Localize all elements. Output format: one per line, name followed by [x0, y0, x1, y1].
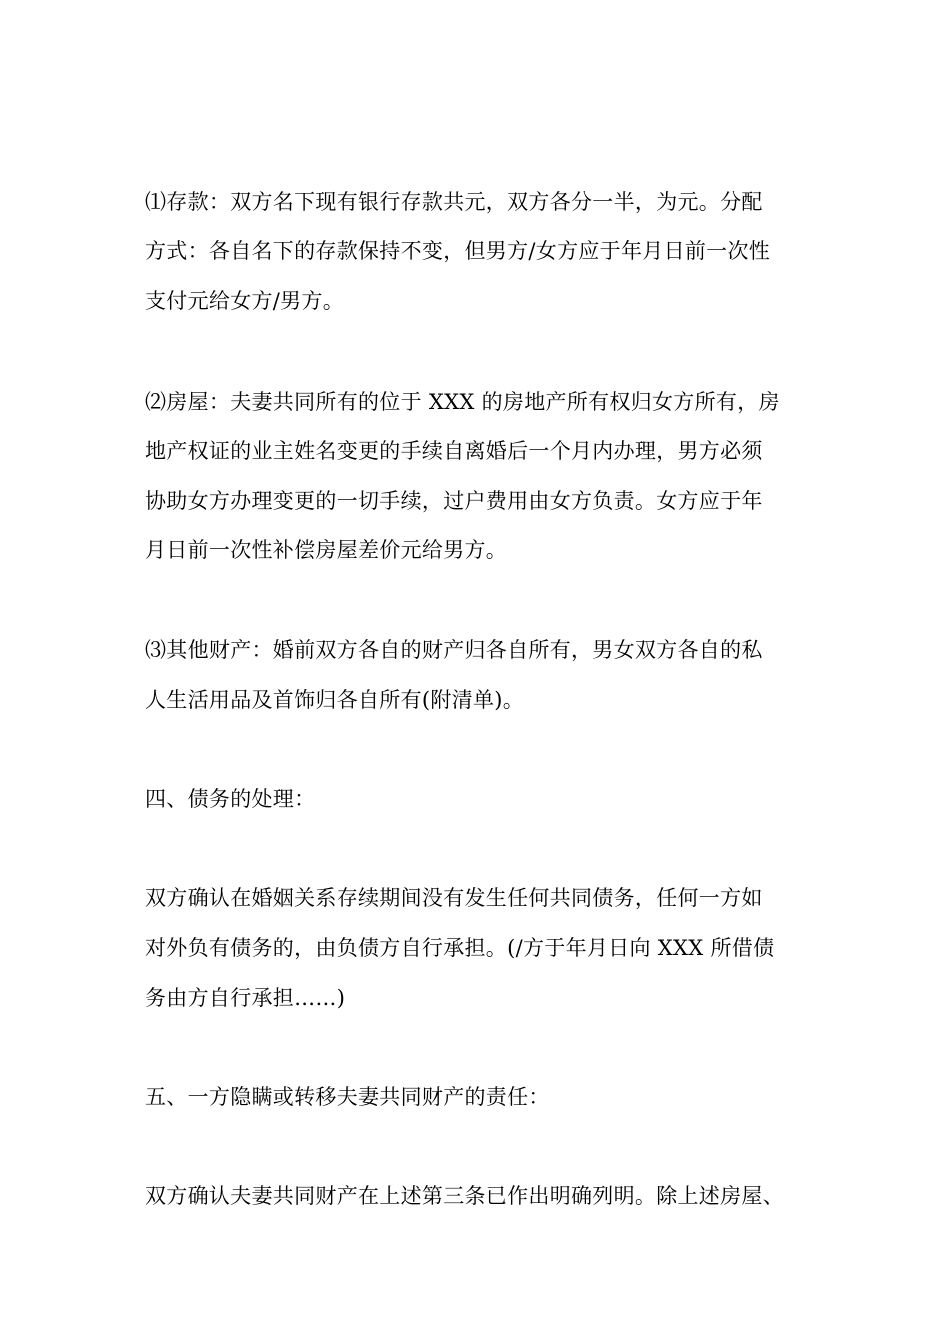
text-line: 对外负有债务的，由负债方自行承担。(/方于年月日向 XXX 所借债 — [145, 936, 775, 960]
text-line: 双方确认在婚姻关系存续期间没有发生任何共同债务，任何一方如 — [145, 886, 763, 910]
text-line: ⑵房屋：夫妻共同所有的位于 XXX 的房地产所有权归女方所有，房 — [145, 390, 780, 414]
heading-line: 五、一方隐瞒或转移夫妻共同财产的责任： — [145, 1085, 550, 1109]
heading-line: 四、债务的处理： — [145, 787, 316, 811]
text-line: ⑶其他财产：婚前双方各自的财产归各自所有，男女双方各自的私 — [145, 638, 763, 662]
text-line: 支付元给女方/男方。 — [145, 289, 345, 313]
text-line: 地产权证的业主姓名变更的手续自离婚后一个月内办理，男方必须 — [145, 439, 763, 463]
text-line: ⑴存款：双方名下现有银行存款共元，双方各分一半，为元。分配 — [145, 190, 763, 214]
text-line: 月日前一次性补偿房屋差价元给男方。 — [145, 538, 508, 562]
text-line: 务由方自行承担……) — [145, 986, 346, 1010]
text-line: 方式：各自名下的存款保持不变，但男方/女方应于年月日前一次性 — [145, 239, 771, 263]
text-line: 人生活用品及首饰归各自所有(附清单)。 — [145, 688, 525, 712]
text-line: 双方确认夫妻共同财产在上述第三条已作出明确列明。除上述房屋、 — [145, 1184, 784, 1208]
text-line: 协助女方办理变更的一切手续，过户费用由女方负责。女方应于年 — [145, 489, 763, 513]
